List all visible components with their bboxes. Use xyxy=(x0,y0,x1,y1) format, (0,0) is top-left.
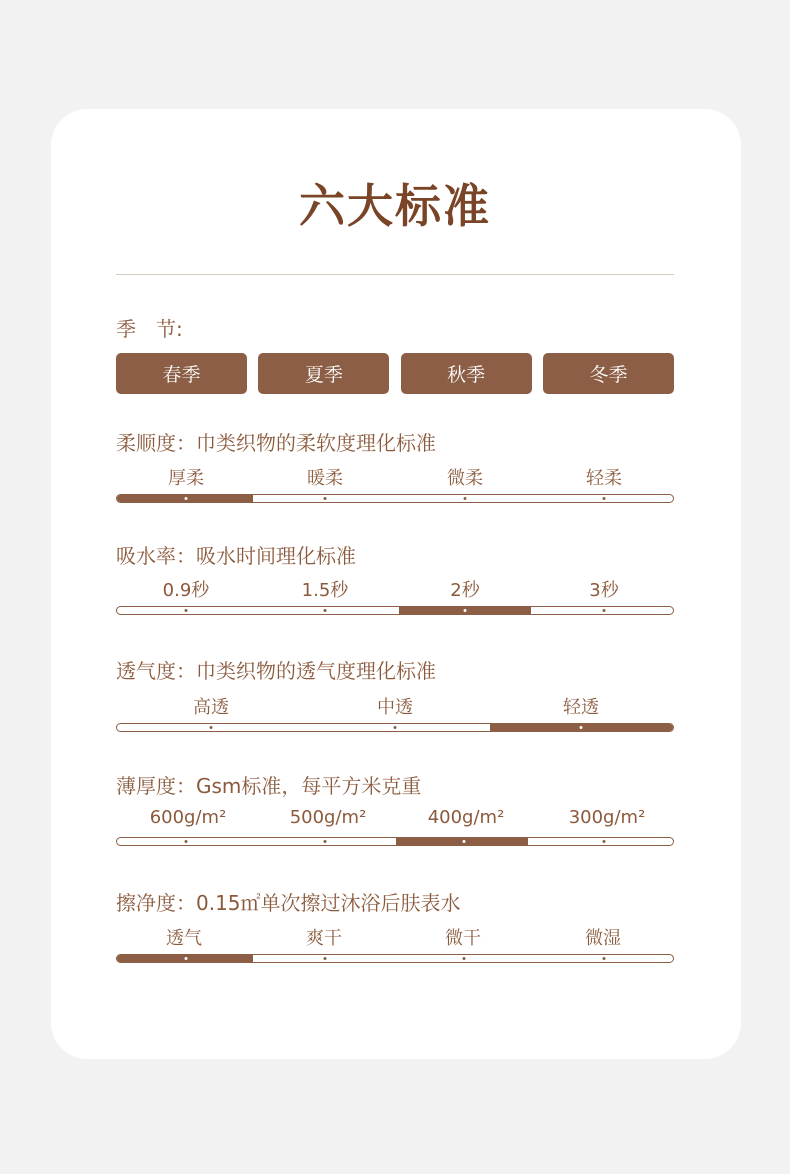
dryness-option[interactable]: 微湿 xyxy=(585,928,621,949)
softness-marker xyxy=(185,497,188,500)
breathability-option[interactable]: 轻透 xyxy=(563,697,599,718)
season-button-autumn[interactable]: 秋季 xyxy=(401,353,532,394)
dryness-marker xyxy=(463,957,466,960)
absorption-option[interactable]: 2秒 xyxy=(450,580,480,601)
dryness-marker xyxy=(324,957,327,960)
thickness-marker xyxy=(324,840,327,843)
softness-marker xyxy=(603,497,606,500)
breathability-track[interactable] xyxy=(116,723,674,732)
breathability-scale xyxy=(116,693,674,721)
thickness-marker xyxy=(463,840,466,843)
season-button-summer[interactable]: 夏季 xyxy=(258,353,389,394)
softness-option[interactable]: 微柔 xyxy=(447,468,483,489)
breathability-marker xyxy=(580,726,583,729)
dryness-marker xyxy=(185,957,188,960)
dryness-scale xyxy=(116,924,674,952)
dryness-label: 擦净度：0.15㎡单次擦过沐浴后肤表水 xyxy=(116,891,461,915)
thickness-track[interactable] xyxy=(116,837,674,846)
softness-scale xyxy=(116,464,674,492)
softness-track[interactable] xyxy=(116,494,674,503)
breathability-option[interactable]: 高透 xyxy=(193,697,229,718)
title-divider xyxy=(116,274,674,275)
dryness-option[interactable]: 透气 xyxy=(166,928,202,949)
thickness-label: 薄厚度：Gsm标准，每平方米克重 xyxy=(116,774,422,798)
absorption-scale xyxy=(116,576,674,604)
absorption-option[interactable]: 0.9秒 xyxy=(162,580,210,601)
thickness-marker xyxy=(185,840,188,843)
breathability-marker xyxy=(394,726,397,729)
dryness-option[interactable]: 爽干 xyxy=(306,928,342,949)
thickness-option[interactable]: 600g/m² xyxy=(149,807,227,828)
softness-label: 柔顺度：巾类织物的柔软度理化标准 xyxy=(116,431,436,455)
softness-option[interactable]: 轻柔 xyxy=(586,468,622,489)
thickness-scale xyxy=(116,807,674,835)
season-button-spring[interactable]: 春季 xyxy=(116,353,247,394)
absorption-track[interactable] xyxy=(116,606,674,615)
page-title: 六大标准 xyxy=(299,179,491,233)
absorption-marker xyxy=(185,609,188,612)
absorption-option[interactable]: 1.5秒 xyxy=(301,580,349,601)
softness-option[interactable]: 厚柔 xyxy=(168,468,204,489)
softness-marker xyxy=(324,497,327,500)
absorption-marker xyxy=(464,609,467,612)
softness-option[interactable]: 暖柔 xyxy=(307,468,343,489)
absorption-label: 吸水率：吸水时间理化标准 xyxy=(116,544,356,568)
breathability-option[interactable]: 中透 xyxy=(377,697,413,718)
softness-marker xyxy=(464,497,467,500)
dryness-option[interactable]: 微干 xyxy=(445,928,481,949)
absorption-marker xyxy=(324,609,327,612)
absorption-option[interactable]: 3秒 xyxy=(589,580,619,601)
thickness-option[interactable]: 400g/m² xyxy=(427,807,505,828)
dryness-track[interactable] xyxy=(116,954,674,963)
breathability-marker xyxy=(210,726,213,729)
absorption-marker xyxy=(603,609,606,612)
thickness-option[interactable]: 300g/m² xyxy=(568,807,646,828)
season-selector xyxy=(116,353,674,394)
thickness-option[interactable]: 500g/m² xyxy=(289,807,367,828)
season-button-winter[interactable]: 冬季 xyxy=(543,353,674,394)
dryness-marker xyxy=(603,957,606,960)
breathability-label: 透气度：巾类织物的透气度理化标准 xyxy=(116,659,436,683)
season-label: 季 节: xyxy=(116,317,183,341)
thickness-marker xyxy=(603,840,606,843)
